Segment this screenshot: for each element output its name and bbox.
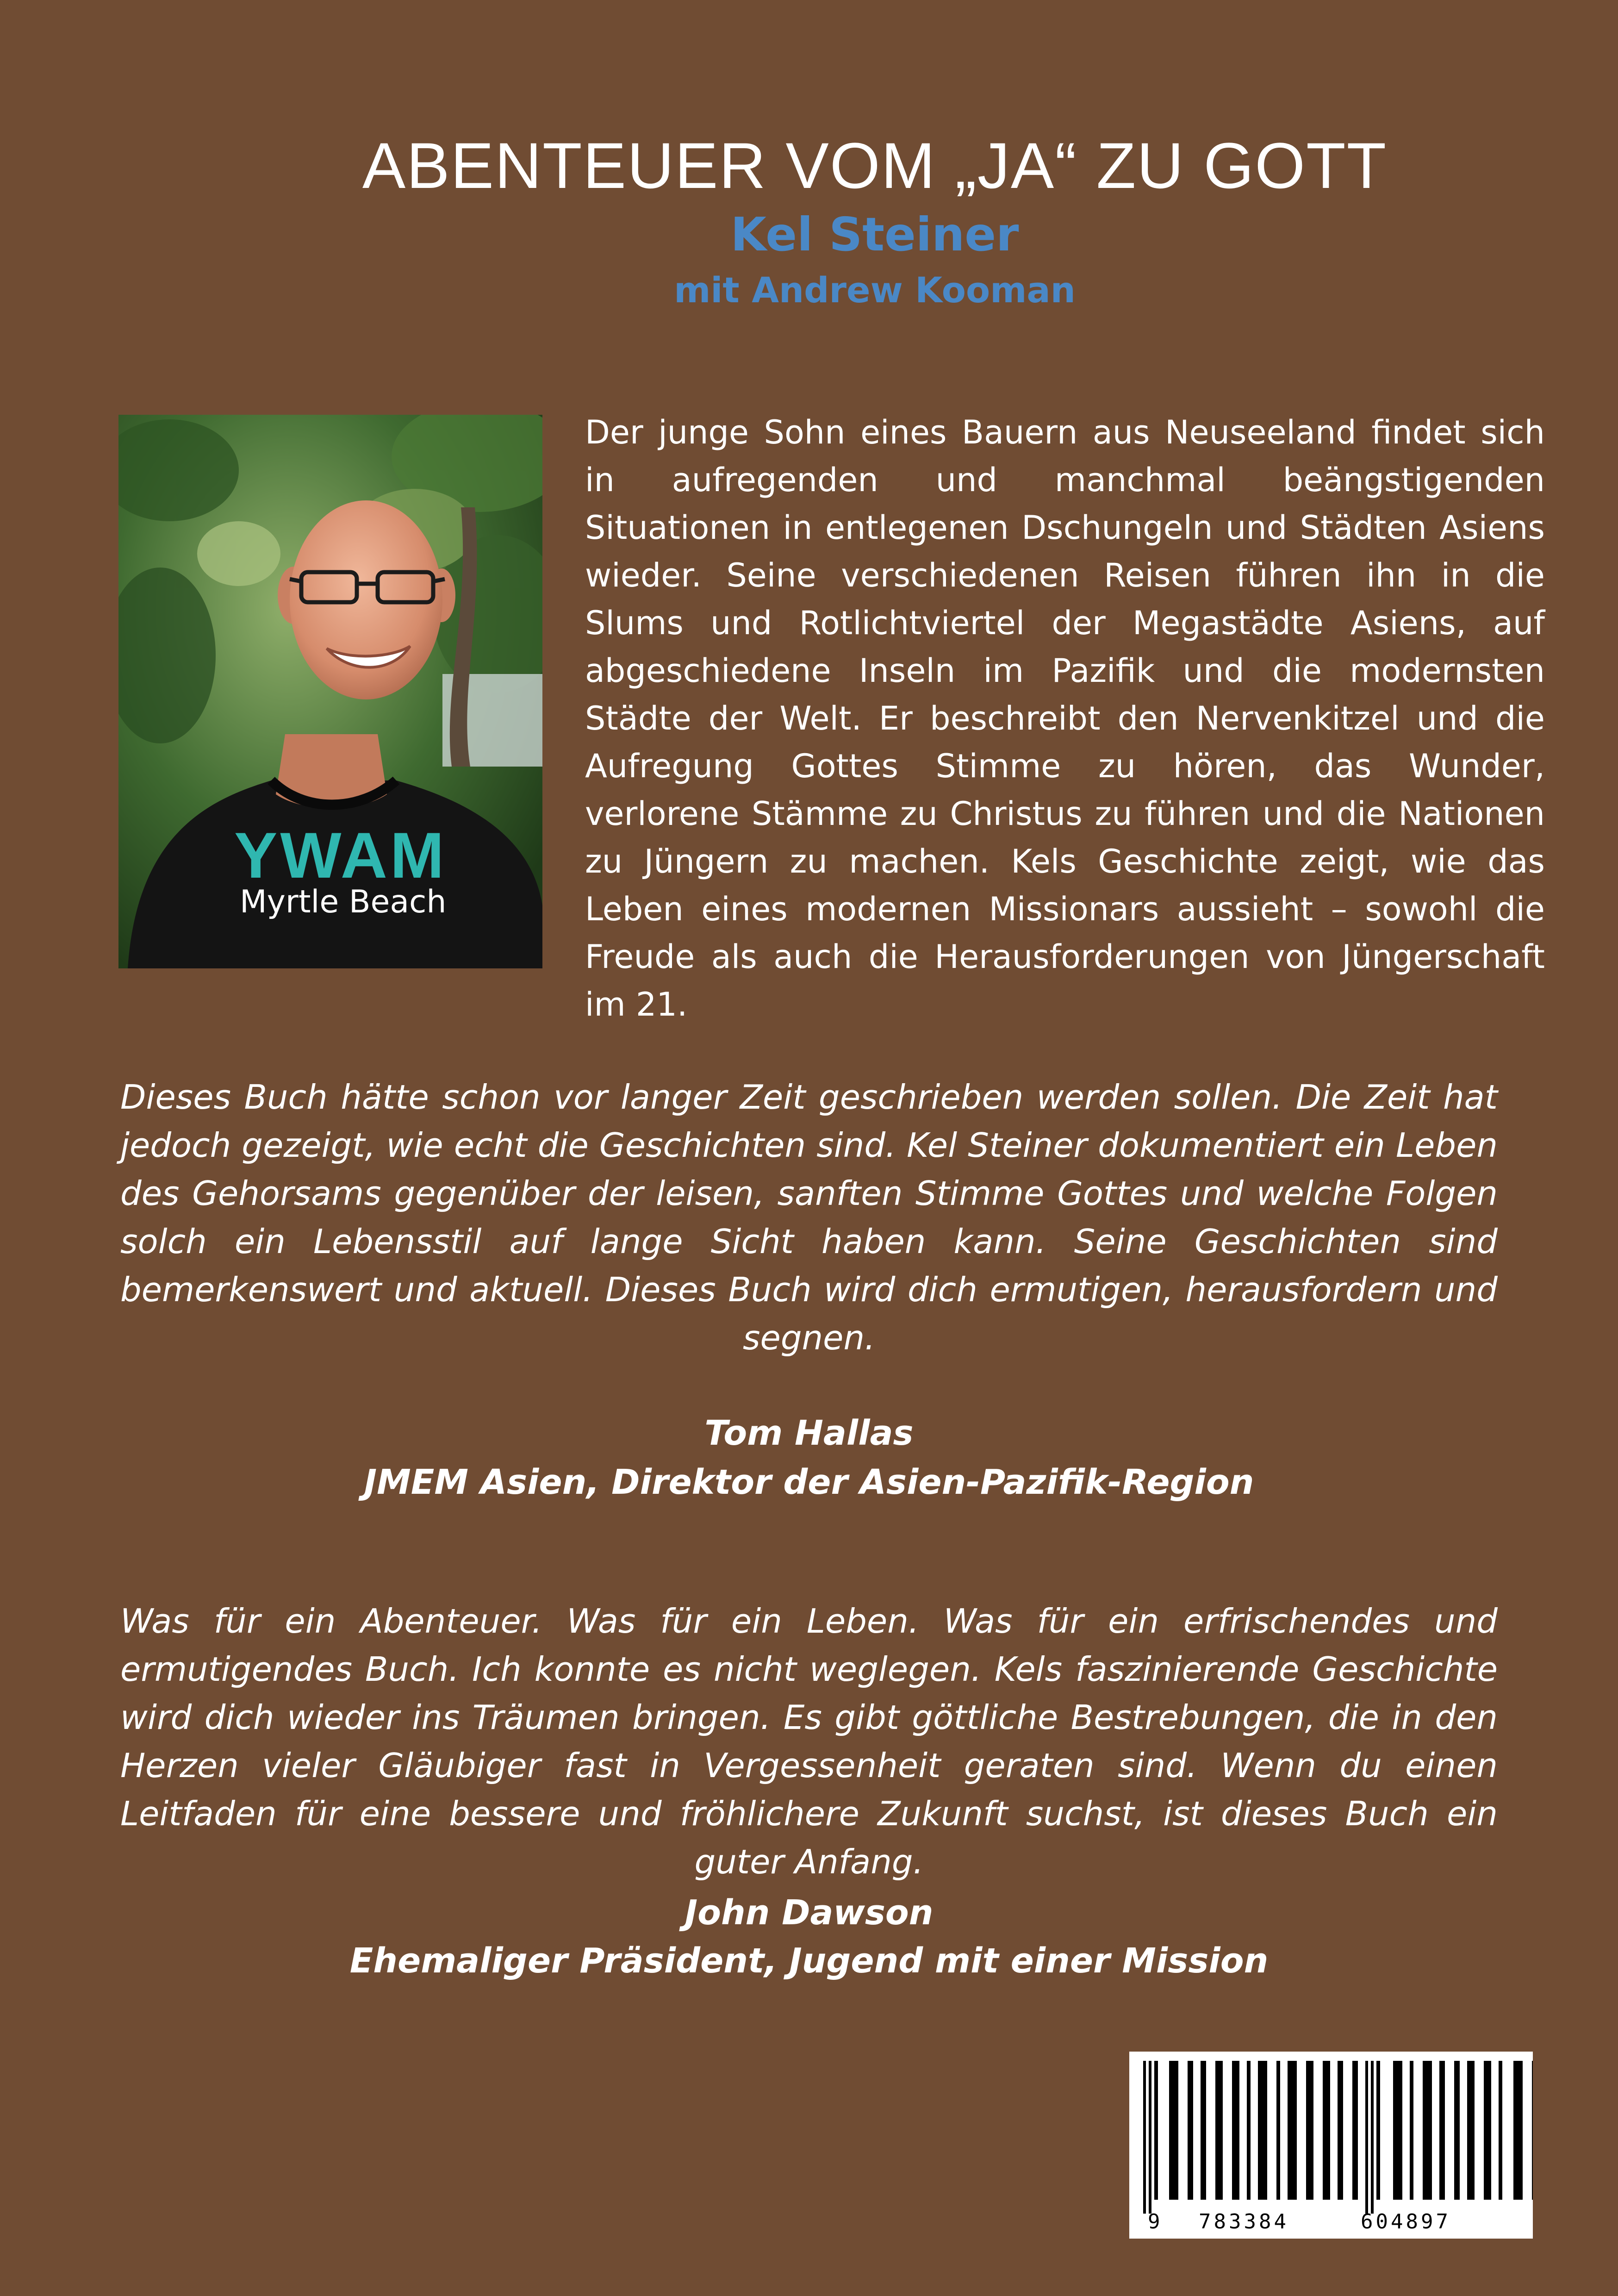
barcode-bar bbox=[1215, 2061, 1223, 2200]
barcode-bar bbox=[1532, 2061, 1533, 2200]
shirt-logo-text: YWAM bbox=[234, 819, 447, 892]
endorser-name: Tom Hallas bbox=[704, 1413, 914, 1453]
barcode-bar bbox=[1232, 2061, 1239, 2200]
barcode-bar bbox=[1376, 2061, 1380, 2200]
isbn-lead-digit: 9 bbox=[1148, 2210, 1160, 2234]
barcode-bar bbox=[1154, 2061, 1158, 2200]
barcode-bar bbox=[1276, 2061, 1280, 2200]
author-name: Kel Steiner bbox=[730, 207, 1019, 262]
endorser-role: JMEM Asien, Direktor der Asien-Pazifik-Region bbox=[364, 1462, 1254, 1502]
barcode-bar bbox=[1247, 2061, 1251, 2200]
barcode-bar bbox=[1188, 2061, 1193, 2200]
book-blurb: Der junge Sohn eines Bauern aus Neuseeland findet sich in aufregenden und manchmal beängstigenden Situationen in entlegenen Dschungeln und Städten Asiens wieder. Seine verschiedenen Reisen führen ihn in die Slums und Rotlichtviertel der Megastädte Asiens, auf abgeschiedene Inseln im Pazifik und die modernsten Städte der Welt. Er beschreibt den Nervenkitzel und die Aufregung Gottes Stimme zu hören, das Wunder, verlorene Stämme zu Christus zu führen und die Nationen zu Jüngern zu machen. Kels Geschichte zeigt, wie das Leben eines modernen Missionars aussieht – sowohl die Freude als auch die Herausforderungen von Jüngerschaft im 21. bbox=[585, 413, 1545, 1023]
endorsement-quote: Was für ein Abenteuer. Was für ein Leben. Was für ein erfrischendes und ermutigendes Buch. Ich konnte es nicht weglegen. Kels faszinierende Geschichte wird dich wieder ins Träumen bringen. Es gibt göttliche Bestrebungen, die in den Herzen vieler Gläubiger fast in Vergessenheit geraten sind. Wenn du einen Leitfaden für eine bessere und fröhlichere Zukunft suchst, ist dieses Buch ein guter Anfang. bbox=[120, 1602, 1498, 1881]
barcode-bar bbox=[1306, 2061, 1313, 2200]
barcode-bar bbox=[1143, 2061, 1146, 2214]
barcode-bar bbox=[1258, 2061, 1267, 2200]
barcode-bar bbox=[1169, 2061, 1178, 2200]
barcode-bar bbox=[1288, 2061, 1297, 2200]
barcode-bar bbox=[1393, 2061, 1402, 2200]
endorser-role: Ehemaliger Präsident, Jugend mit einer Mission bbox=[349, 1941, 1269, 1981]
barcode-bar bbox=[1338, 2061, 1343, 2200]
barcode-bar bbox=[1323, 2061, 1330, 2200]
isbn-right-digits: 604897 bbox=[1361, 2210, 1451, 2234]
coauthor-line: mit Andrew Kooman bbox=[674, 269, 1076, 311]
barcode-bar bbox=[1513, 2061, 1523, 2200]
barcode-bar bbox=[1149, 2061, 1151, 2214]
barcode-bar bbox=[1467, 2061, 1475, 2200]
barcode-bar bbox=[1201, 2061, 1206, 2200]
book-title: ABENTEUER VOM „JA“ ZU GOTT bbox=[362, 129, 1388, 202]
barcode-bar bbox=[1352, 2061, 1358, 2200]
barcode-bar bbox=[1454, 2061, 1460, 2200]
barcode-bar bbox=[1484, 2061, 1491, 2200]
barcode-bar bbox=[1365, 2061, 1368, 2214]
barcode-bar bbox=[1423, 2061, 1432, 2200]
shirt-caption-text: Myrtle Beach bbox=[240, 884, 447, 920]
barcode-bar bbox=[1499, 2061, 1502, 2200]
barcode-bars bbox=[1129, 2052, 1533, 2239]
barcode-bar bbox=[1439, 2061, 1445, 2200]
isbn-left-digits: 783384 bbox=[1199, 2210, 1289, 2234]
barcode-bar bbox=[1410, 2061, 1413, 2200]
endorser-name: John Dawson bbox=[685, 1893, 933, 1933]
isbn-barcode bbox=[1129, 2052, 1533, 2239]
endorsement-quote: Dieses Buch hätte schon vor langer Zeit geschrieben werden sollen. Die Zeit hat jedoch gezeigt, wie echt die Geschichten sind. Kel Steiner dokumentiert ein Leben des Gehorsams gegenüber der leisen, sanften Stimme Gottes und welche Folgen solch ein Lebensstil auf lange Sicht haben kann. Seine Geschichten sind bemerkenswert und aktuell. Dieses Buch wird dich ermutigen, herausfordern und segnen. bbox=[120, 1078, 1498, 1357]
author-photo bbox=[118, 415, 542, 968]
barcode-bar bbox=[1371, 2061, 1374, 2214]
